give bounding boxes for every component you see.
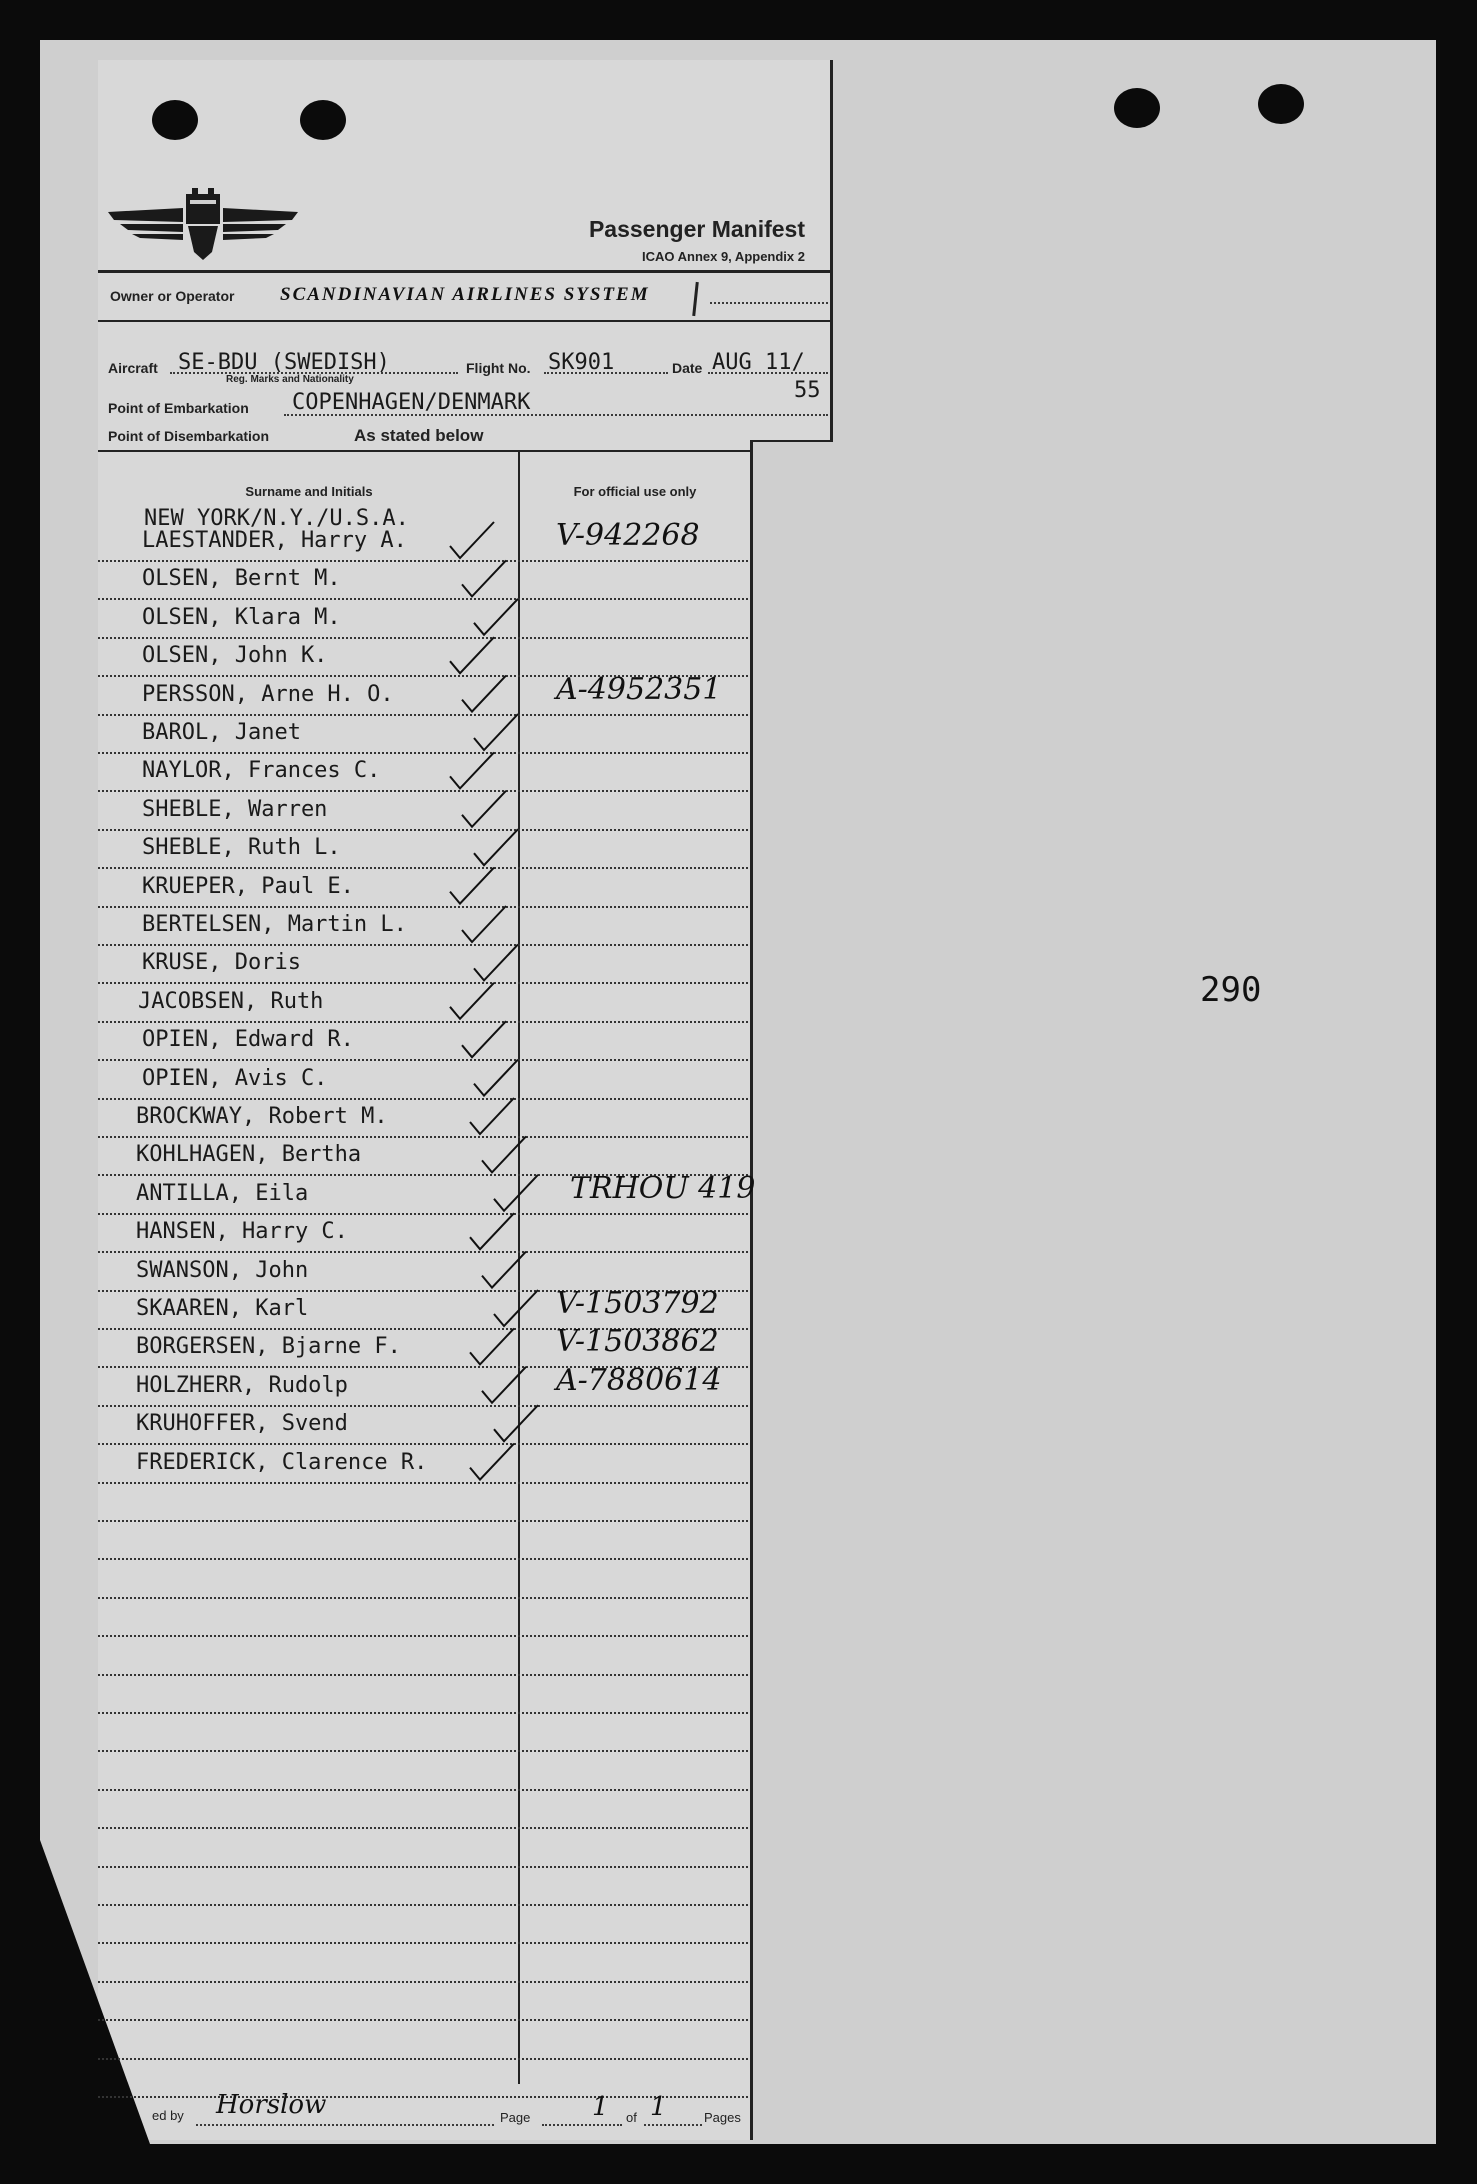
check-mark-icon [474, 714, 518, 750]
passenger-name: FREDERICK, Clarence R. [136, 1449, 428, 1475]
page-value: 1 [592, 2092, 609, 2122]
check-mark-icon [474, 829, 518, 865]
check-mark-icon [462, 906, 506, 942]
check-mark-icon [470, 1444, 514, 1480]
reg-marks-label: Reg. Marks and Nationality [226, 374, 354, 385]
date-year: 55 [794, 378, 821, 403]
passenger-name: SHEBLE, Ruth L. [142, 835, 341, 861]
check-mark-icon [474, 599, 518, 635]
check-mark-icon [462, 676, 506, 712]
passenger-name: SHEBLE, Warren [142, 796, 328, 822]
passenger-name: PERSSON, Arne H. O. [142, 681, 394, 707]
passenger-name: BORGERSEN, Bjarne F. [136, 1334, 401, 1360]
official-use-entry: TRHOU 419 [570, 1170, 756, 1206]
date-value: AUG 11/ [712, 350, 805, 375]
pages-label: Pages [704, 2110, 741, 2125]
embarkation-value: COPENHAGEN/DENMARK [292, 390, 531, 415]
signed-line [196, 2124, 494, 2126]
passenger-name: OPIEN, Avis C. [142, 1065, 328, 1091]
check-mark-icon [470, 1213, 514, 1249]
check-mark-icon [462, 791, 506, 827]
official-column-header: For official use only [573, 484, 697, 499]
check-mark-icon [470, 1098, 514, 1134]
owner-value: SCANDINAVIAN AIRLINES SYSTEM [280, 284, 650, 305]
check-mark-icon [450, 983, 494, 1019]
passenger-name: OLSEN, John K. [142, 643, 328, 669]
disembarkation-value: As stated below [354, 426, 484, 445]
check-mark-icon [470, 1328, 514, 1364]
manifest-subtitle: ICAO Annex 9, Appendix 2 [641, 249, 805, 264]
surname-column-header: Surname and Initials [245, 484, 373, 499]
owner-label: Owner or Operator [110, 288, 235, 304]
embarkation-label: Point of Embarkation [108, 400, 249, 416]
passenger-name: KOHLHAGEN, Bertha [136, 1142, 362, 1168]
official-use-entry: A-7880614 [556, 1362, 722, 1398]
page-label: Page [500, 2110, 531, 2125]
passenger-name: HANSEN, Harry C. [136, 1219, 348, 1245]
check-mark-icon [474, 1060, 518, 1096]
check-mark-icon [450, 637, 494, 673]
page-stamp-number: 290 [1200, 970, 1262, 1010]
of-value: 1 [650, 2092, 667, 2122]
passenger-name: HOLZHERR, Rudolp [136, 1372, 348, 1398]
check-mark-icon [450, 522, 494, 558]
check-mark-icon [482, 1252, 526, 1288]
passenger-name: OPIEN, Edward R. [142, 1027, 354, 1053]
check-mark-icon [482, 1367, 526, 1403]
passenger-name: OLSEN, Bernt M. [142, 566, 341, 592]
passenger-name: BAROL, Janet [142, 720, 301, 745]
check-mark-icon [462, 1021, 506, 1057]
date-label: Date [672, 360, 703, 376]
passenger-name: LAESTANDER, Harry A. [142, 528, 407, 553]
check-mark-icon [462, 560, 506, 596]
passenger-name: KRUHOFFER, Svend [136, 1411, 348, 1437]
check-mark-icon [450, 868, 494, 904]
official-use-entry: V-1503792 [556, 1286, 719, 1321]
passenger-name: KRUSE, Doris [142, 950, 301, 976]
aircraft-value: SE-BDU (SWEDISH) [178, 350, 390, 375]
flight-value: SK901 [548, 350, 615, 375]
official-use-entry: V-1503862 [556, 1324, 719, 1360]
passenger-name: SKAAREN, Karl [136, 1296, 309, 1321]
passenger-name: KRUEPER, Paul E. [142, 873, 354, 899]
check-mark-icon [494, 1405, 538, 1441]
disembarkation-label: Point of Disembarkation [108, 428, 270, 444]
check-mark-icon [474, 944, 518, 980]
of-line [644, 2124, 702, 2126]
aircraft-label: Aircraft [108, 360, 158, 376]
passenger-name: SWANSON, John [136, 1257, 309, 1283]
page-line [542, 2124, 622, 2126]
manifest-title: Passenger Manifest [588, 216, 805, 242]
passenger-name: NAYLOR, Frances C. [142, 758, 381, 784]
of-label: of [626, 2110, 637, 2125]
passenger-name: JACOBSEN, Ruth [138, 988, 324, 1014]
check-mark-icon [494, 1290, 538, 1326]
check-mark-icon [494, 1175, 538, 1211]
destination-heading: NEW YORK/N.Y./U.S.A. [144, 506, 409, 531]
passenger-name: ANTILLA, Eila [136, 1180, 309, 1206]
flight-label: Flight No. [466, 360, 531, 376]
official-use-entry: V-942268 [556, 518, 700, 553]
official-use-entry: A-4952351 [556, 671, 722, 707]
passenger-name: OLSEN, Klara M. [142, 604, 341, 630]
check-mark-icon [482, 1136, 526, 1172]
passenger-name: BERTELSEN, Martin L. [142, 912, 407, 937]
signed-value: Horslow [216, 2090, 327, 2120]
check-mark-icon [450, 752, 494, 788]
passenger-name: BROCKWAY, Robert M. [136, 1104, 388, 1129]
signed-label: ed by [152, 2108, 184, 2123]
